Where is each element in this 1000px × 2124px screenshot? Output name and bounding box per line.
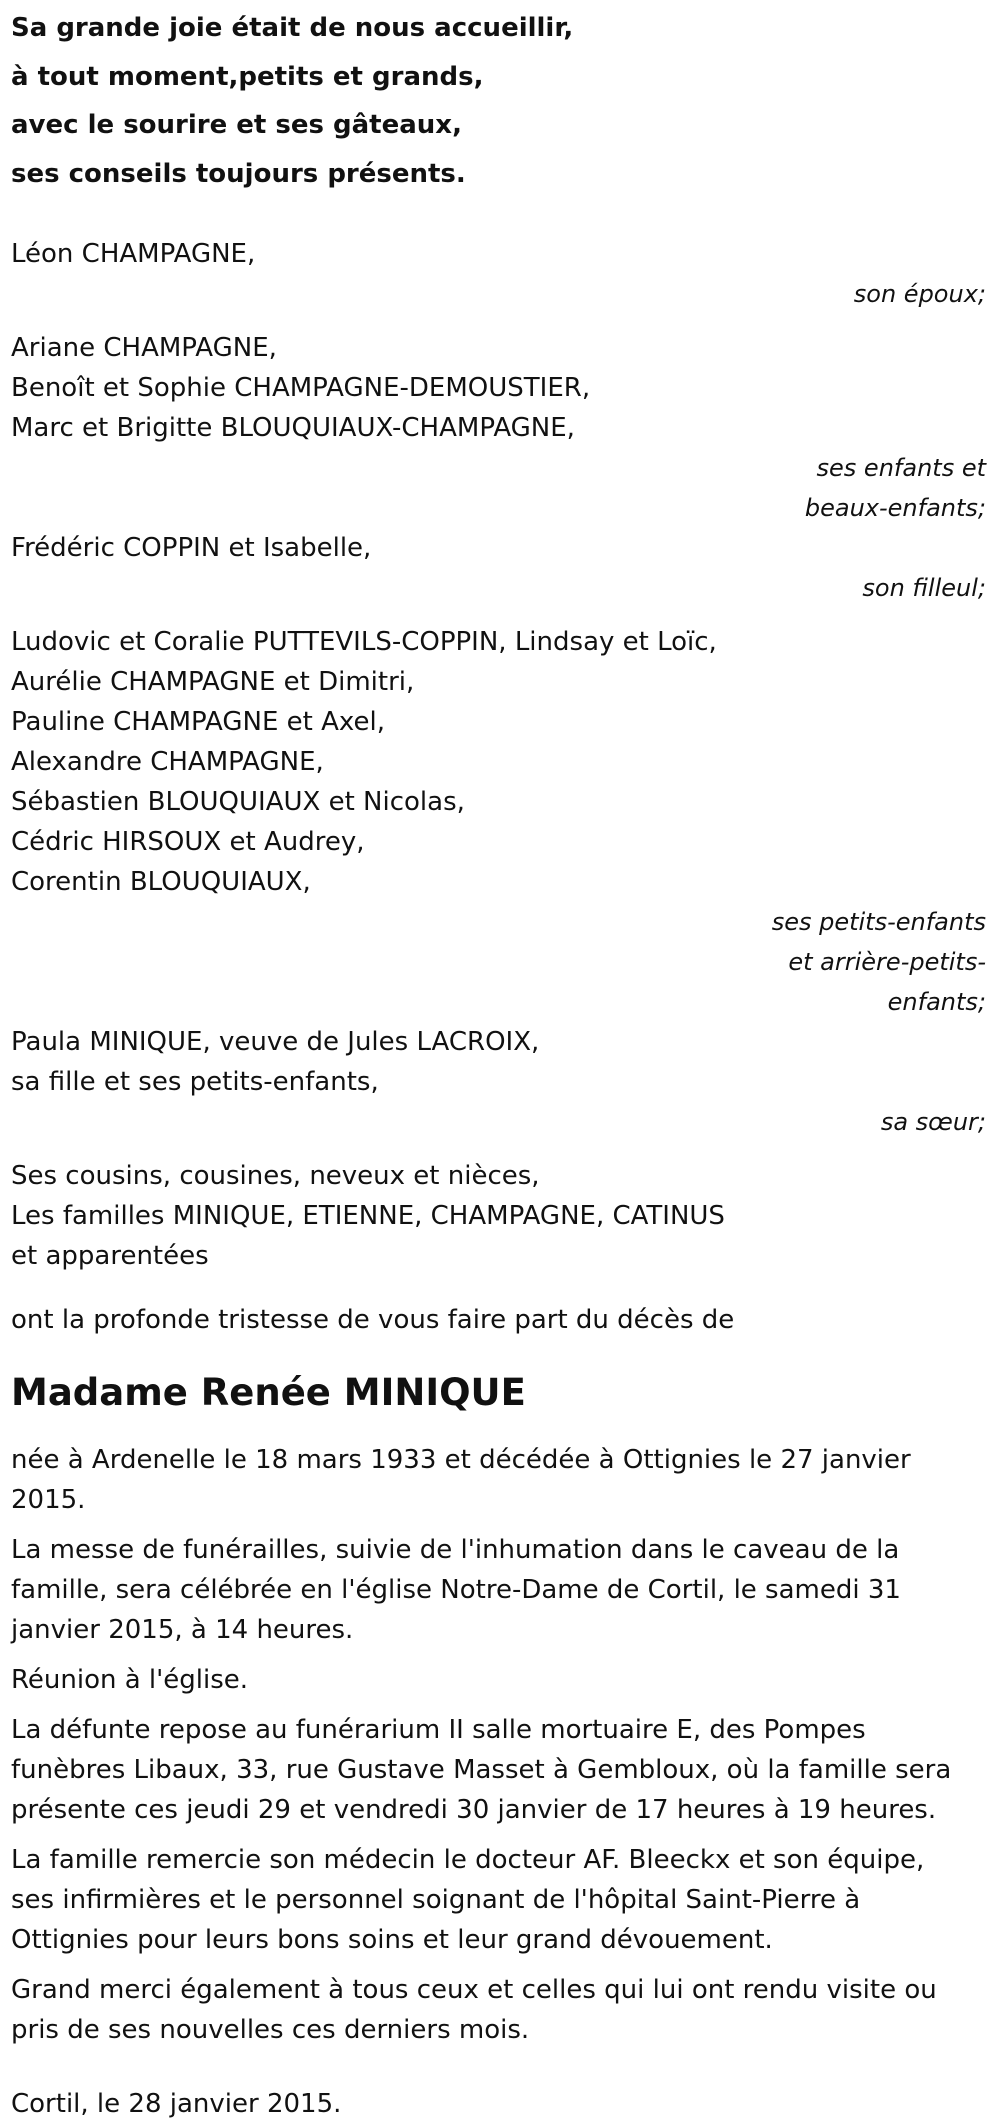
meeting-paragraph: Réunion à l'église. bbox=[11, 1665, 249, 1695]
relation-label: son époux; bbox=[853, 280, 986, 308]
details-section bbox=[11, 1440, 988, 2050]
intro-line: à tout moment,petits et grands, bbox=[11, 61, 484, 92]
intro-line: Sa grande joie était de nous accueillir, bbox=[11, 13, 574, 43]
family-name: Corentin BLOUQUIAUX, bbox=[11, 867, 311, 897]
extended-family bbox=[11, 1156, 988, 1276]
family-group-children bbox=[11, 328, 988, 528]
funeral-home-paragraph: La défunte repose au funérarium II salle mortuaire E, des Pompes funèbres Libaux, 33, rue Gustave Masset à Gembloux, où la famille sera présente ces jeudi 29 et vendredi 30 janvier de 17 heures à 19 heures. bbox=[11, 1715, 952, 1825]
family-name: Léon CHAMPAGNE, bbox=[11, 239, 256, 269]
family-name: sa fille et ses petits-enfants, bbox=[11, 1067, 379, 1097]
birth-death-paragraph: née à Ardenelle le 18 mars 1933 et décédée à Ottignies le 27 janvier 2015. bbox=[11, 1445, 911, 1515]
extended-family-line: et apparentées bbox=[11, 1241, 209, 1271]
intro-line: avec le sourire et ses gâteaux, bbox=[11, 110, 462, 140]
family-name: Aurélie CHAMPAGNE et Dimitri, bbox=[11, 667, 415, 697]
family-name: Sébastien BLOUQUIAUX et Nicolas, bbox=[11, 787, 465, 817]
announcement-text: ont la profonde tristesse de vous faire part du décès de bbox=[11, 1305, 735, 1335]
family-group-spouse bbox=[11, 234, 988, 314]
relation-label: sa sœur; bbox=[880, 1108, 986, 1136]
family-name: Marc et Brigitte BLOUQUIAUX-CHAMPAGNE, bbox=[11, 413, 575, 443]
thanks-paragraph: La famille remercie son médecin le docteur AF. Bleeckx et son équipe, ses infirmières et le personnel soignant de l'hôpital Saint-Pierre à Ottignies pour leurs bons soins et leur grand dévouement. bbox=[11, 1845, 925, 1955]
family-group-godson bbox=[11, 528, 988, 608]
gratitude-paragraph: Grand merci également à tous ceux et celles qui lui ont rendu visite ou pris de ses nouvelles ces derniers mois. bbox=[11, 1975, 937, 2045]
family-name: Alexandre CHAMPAGNE, bbox=[11, 747, 324, 777]
funeral-mass-paragraph: La messe de funérailles, suivie de l'inhumation dans le caveau de la famille, sera célébrée en l'église Notre-Dame de Cortil, le samedi 31 janvier 2015, à 14 heures. bbox=[11, 1535, 901, 1645]
extended-family-line: Ses cousins, cousines, neveux et nièces, bbox=[11, 1161, 540, 1191]
intro-verse bbox=[11, 4, 988, 198]
relation-label: ses petits-enfants et arrière-petits- enfants; bbox=[771, 908, 986, 1016]
deceased-name: Madame Renée MINIQUE bbox=[11, 1371, 526, 1414]
extended-family-line: Les familles MINIQUE, ETIENNE, CHAMPAGNE, CATINUS bbox=[11, 1201, 725, 1231]
family-name: Ariane CHAMPAGNE, bbox=[11, 333, 277, 363]
intro-line: ses conseils toujours présents. bbox=[11, 158, 466, 189]
closing-date: Cortil, le 28 janvier 2015. bbox=[11, 2089, 342, 2119]
family-group-sister bbox=[11, 1022, 988, 1142]
relation-label: son filleul; bbox=[862, 574, 986, 602]
family-name: Cédric HIRSOUX et Audrey, bbox=[11, 827, 365, 857]
relation-label: ses enfants et beaux-enfants; bbox=[804, 454, 986, 522]
family-name: Benoît et Sophie CHAMPAGNE-DEMOUSTIER, bbox=[11, 373, 591, 403]
family-name: Paula MINIQUE, veuve de Jules LACROIX, bbox=[11, 1027, 540, 1057]
family-name: Pauline CHAMPAGNE et Axel, bbox=[11, 707, 385, 737]
family-name: Frédéric COPPIN et Isabelle, bbox=[11, 533, 372, 563]
family-name: Ludovic et Coralie PUTTEVILS-COPPIN, Lindsay et Loïc, bbox=[11, 627, 717, 657]
family-group-grandchildren bbox=[11, 622, 988, 1022]
